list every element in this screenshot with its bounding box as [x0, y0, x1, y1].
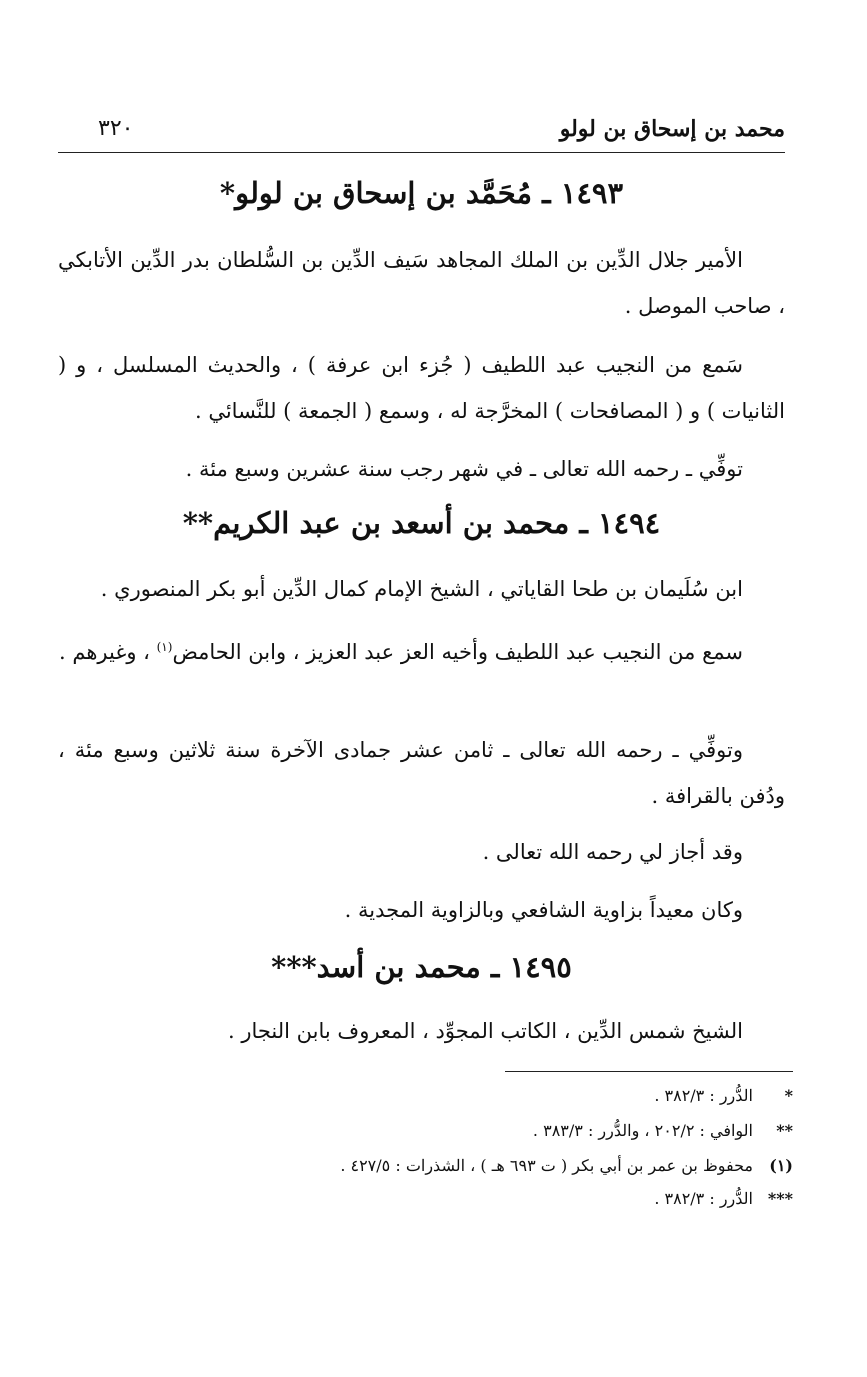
paragraph-text: سمع من النجيب عبد اللطيف وأخيه العز عبد العزيز ، وابن الحامض	[172, 640, 743, 664]
footnote-text: الوافي : ٢٠٢/٢ ، والدُّرر : ٣٨٣/٣ .	[532, 1121, 753, 1140]
footnote	[93, 1187, 793, 1211]
footnote	[93, 1154, 793, 1178]
entry-heading: ١٤٩٥ ـ محمد بن أسد***	[271, 950, 572, 984]
footnote-text: محفوظ بن عمر بن أبي بكر ( ت ٦٩٣ هـ ) ، الشذرات : ٤٢٧/٥ .	[340, 1156, 753, 1175]
entry-paragraph: وكان معيداً بزاوية الشافعي وبالزاوية المجدية .	[344, 898, 743, 922]
footnote-reference[interactable]: (١)	[156, 640, 173, 654]
footnote-mark: (١)	[769, 1156, 793, 1175]
entry-paragraph: وقد أجاز لي رحمه الله تعالى .	[482, 840, 743, 864]
footnote	[93, 1084, 793, 1108]
footnote-mark: ***	[767, 1189, 793, 1208]
page-number: ٣٢٠	[98, 116, 134, 141]
entry-paragraph: الأمير جلال الدِّين بن الملك المجاهد سَيف الدِّين بن السُّلطان بدر الدِّين الأتابكي ، صاحب الموصل .	[58, 248, 785, 318]
footnote-separator	[505, 1071, 793, 1072]
paragraph-text: ، وغيرهم .	[59, 640, 157, 664]
entry-paragraph: وتوفِّي ـ رحمه الله تعالى ـ ثامن عشر جمادى الآخرة سنة ثلاثين وسبع مئة ، ودُفن بالقرافة .	[58, 738, 785, 808]
footnote-text: الدُّرر : ٣٨٢/٣ .	[654, 1086, 753, 1105]
running-head	[58, 112, 785, 153]
entry-heading: ١٤٩٤ ـ محمد بن أسعد بن عبد الكريم**	[182, 506, 661, 540]
entry-paragraph: سَمع من النجيب عبد اللطيف ( جُزء ابن عرفة ) ، والحديث المسلسل ، و ( الثانيات ) و ( المصافحات ) المخرَّجة له ، وسمع ( الجمعة ) للنَّسائي .	[58, 353, 785, 423]
footnote-text: الدُّرر : ٣٨٢/٣ .	[654, 1189, 753, 1208]
entry-heading: ١٤٩٣ ـ مُحَمَّد بن إسحاق بن لولو*	[219, 176, 624, 210]
footnote-mark: *	[784, 1086, 793, 1105]
entry-paragraph: توفِّي ـ رحمه الله تعالى ـ في شهر رجب سنة عشرين وسبع مئة .	[185, 457, 743, 481]
footnote-mark: **	[776, 1121, 793, 1140]
entry-paragraph: ابن سُلَيمان بن طحا القاياتي ، الشيخ الإمام كمال الدِّين أبو بكر المنصوري .	[100, 577, 743, 601]
entry-paragraph	[58, 624, 785, 675]
footnote	[93, 1119, 793, 1143]
entry-paragraph: الشيخ شمس الدِّين ، الكاتب المجوِّد ، المعروف بابن النجار .	[227, 1019, 743, 1043]
running-head-title: محمد بن إسحاق بن لولو	[559, 116, 785, 142]
